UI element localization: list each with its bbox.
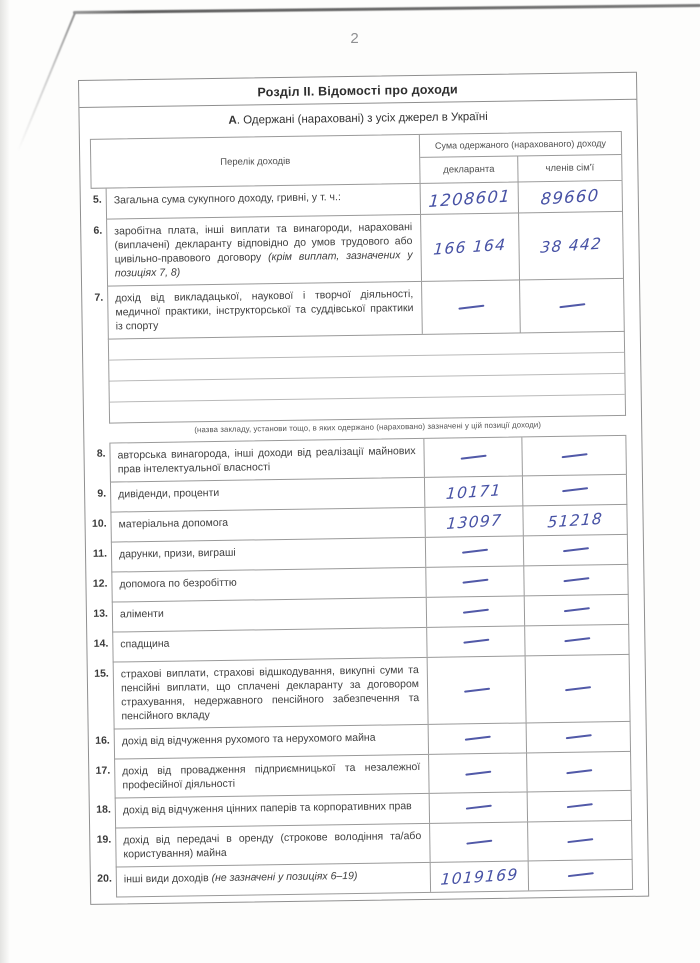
income-rows-part2 bbox=[84, 435, 648, 898]
subsection-letter: А bbox=[228, 114, 237, 127]
declarant-amount-cell bbox=[429, 753, 528, 792]
row-number: 11. bbox=[92, 547, 108, 560]
family-amount-cell bbox=[524, 535, 627, 566]
handwritten-dash-mark bbox=[567, 872, 593, 877]
column-header-amount-title: Сума одержаного (нарахованого) доходу bbox=[420, 132, 621, 158]
income-description bbox=[112, 538, 426, 572]
row-number: 16. bbox=[95, 734, 110, 747]
income-description bbox=[113, 598, 427, 632]
row-number: 14. bbox=[93, 637, 109, 650]
handwritten-dash-mark bbox=[565, 734, 591, 739]
handwritten-dash-mark bbox=[463, 639, 489, 644]
handwritten-amount: 166 164 bbox=[432, 235, 508, 259]
family-amount-cell bbox=[523, 475, 626, 506]
description-text: дарунки, призи, виграші bbox=[118, 546, 236, 561]
description-text: дохід від провадження підприємницької та незалежної професійної діяльності bbox=[122, 760, 421, 792]
income-description bbox=[111, 508, 425, 542]
row-number: 10. bbox=[91, 517, 107, 530]
row-number: 17. bbox=[95, 764, 111, 777]
family-amount-cell bbox=[519, 212, 623, 280]
handwritten-dash-mark bbox=[458, 304, 484, 309]
declaration-sheet bbox=[78, 72, 649, 905]
family-amount-cell bbox=[527, 752, 631, 792]
column-header-declarant: декларанта bbox=[420, 156, 518, 182]
family-amount-cell bbox=[528, 821, 632, 861]
handwritten-dash-mark bbox=[462, 579, 488, 584]
declarant-amount-cell bbox=[427, 626, 525, 656]
description-text: дохід від відчуження рухомого та нерухомого майна bbox=[121, 731, 376, 748]
handwritten-dash-mark bbox=[465, 805, 491, 810]
row-number: 15. bbox=[94, 667, 109, 680]
family-amount-cell bbox=[527, 722, 630, 753]
institution-note: (назва закладу, установи тощо, в яких одержано (нараховано) зазначені у цій позиції доходи) bbox=[194, 420, 542, 435]
declarant-amount-cell bbox=[426, 566, 524, 596]
income-row bbox=[81, 212, 639, 287]
description-text: дохід від відчуження цінних паперів та корпоративних прав bbox=[122, 800, 412, 817]
row-number: 5. bbox=[92, 193, 102, 206]
income-description bbox=[114, 658, 429, 729]
column-header-income-list: Перелік доходів bbox=[91, 135, 421, 188]
declarant-amount-cell bbox=[427, 596, 525, 626]
handwritten-dash-mark bbox=[464, 687, 490, 692]
section-title: Розділ II. Відомості про доходи bbox=[79, 73, 636, 108]
declarant-amount-cell bbox=[425, 476, 523, 506]
income-description bbox=[110, 439, 425, 482]
income-description bbox=[116, 794, 430, 828]
declarant-amount-cell bbox=[430, 792, 528, 822]
handwritten-dash-mark bbox=[464, 736, 490, 741]
declarant-amount-cell bbox=[421, 182, 519, 213]
row-cells bbox=[107, 279, 625, 340]
column-subheaders bbox=[420, 155, 621, 183]
income-description bbox=[107, 215, 422, 286]
row-cells bbox=[106, 212, 624, 287]
description-text: дохід від передачі в оренду (строкове володіння та/або користування) майна bbox=[123, 829, 422, 861]
row-number: 13. bbox=[93, 607, 109, 620]
family-amount-cell bbox=[525, 625, 628, 656]
declarant-amount-cell bbox=[429, 723, 527, 753]
handwritten-amount: 1208601 bbox=[427, 185, 512, 211]
income-description bbox=[116, 824, 431, 867]
institution-write-in-area bbox=[108, 332, 626, 424]
description-text: авторська винагорода, інші доходи від реалізації майнових прав інтелектуальної власності bbox=[117, 445, 416, 476]
handwritten-dash-mark bbox=[466, 839, 492, 844]
declarant-amount-cell bbox=[422, 280, 521, 333]
declarant-amount-cell bbox=[425, 506, 523, 536]
description-text: інші види доходів bbox=[123, 872, 212, 886]
handwritten-amount: 10171 bbox=[445, 480, 503, 503]
handwritten-dash-mark bbox=[562, 547, 588, 552]
declarant-amount-cell bbox=[421, 213, 520, 280]
handwritten-dash-mark bbox=[559, 303, 585, 308]
description-text: страхові виплати, страхові відшкодування, викупні суми та пенсійні виплати, що сплачені декларанту за договором страхування, недержавного пенсійного забезпечення та пенсійного вкладу bbox=[120, 664, 420, 723]
income-description bbox=[111, 478, 425, 512]
handwritten-amount: 51218 bbox=[546, 509, 604, 532]
row-number: 7. bbox=[94, 291, 104, 304]
row-number: 9. bbox=[97, 487, 107, 500]
column-header-amount-group bbox=[420, 132, 622, 183]
row-number: 19. bbox=[96, 833, 112, 846]
declarant-amount-cell bbox=[426, 536, 524, 566]
handwritten-dash-mark bbox=[465, 770, 491, 775]
description-italic-text: (не зазначені у позиціях 6–19) bbox=[211, 869, 358, 885]
handwritten-dash-mark bbox=[462, 609, 488, 614]
row-cells bbox=[113, 655, 631, 730]
subsection-text: . Одержані (нараховані) з усіх джерел в Україні bbox=[236, 110, 488, 127]
income-rows-part1 bbox=[81, 181, 640, 340]
handwritten-dash-mark bbox=[566, 769, 592, 774]
handwritten-dash-mark bbox=[567, 838, 593, 843]
description-text: дохід від викладацької, наукової і творчої діяльності, медичної практики, інструкторської та суддівської практики із спорту bbox=[115, 288, 414, 333]
row-number: 20. bbox=[97, 872, 112, 885]
family-amount-cell bbox=[524, 565, 627, 596]
family-amount-cell bbox=[519, 181, 622, 213]
handwritten-amount: 13097 bbox=[445, 510, 503, 533]
column-header-family: членів сім'ї bbox=[545, 162, 595, 175]
description-text: Загальна сума сукупного доходу, гривні, у т. ч.: bbox=[113, 191, 341, 207]
declarant-amount-cell bbox=[428, 656, 527, 723]
income-description bbox=[115, 725, 429, 759]
description-italic-text: (крім виплат, зазначених у позиціях 7, 8) bbox=[114, 249, 413, 280]
income-row bbox=[88, 655, 646, 730]
handwritten-dash-mark bbox=[461, 549, 487, 554]
declarant-amount-cell bbox=[424, 437, 523, 476]
income-description bbox=[117, 863, 431, 897]
handwritten-dash-mark bbox=[563, 607, 589, 612]
handwritten-dash-mark bbox=[460, 454, 486, 459]
row-number: 18. bbox=[96, 803, 111, 816]
family-amount-cell bbox=[526, 655, 630, 723]
handwritten-dash-mark bbox=[561, 453, 587, 458]
family-amount-cell bbox=[520, 279, 624, 333]
handwritten-dash-mark bbox=[565, 686, 591, 691]
description-text: заробітна плата, інші виплати та винагороди, нараховані (виплачені) декларанту відповідно до умов трудового або цивільно-правового договору bbox=[114, 221, 413, 266]
handwritten-amount: 1019169 bbox=[439, 865, 519, 889]
description-text: аліменти bbox=[119, 607, 164, 621]
handwritten-dash-mark bbox=[566, 803, 592, 808]
row-number: 8. bbox=[96, 447, 106, 460]
family-amount-cell bbox=[523, 505, 626, 536]
declarant-amount-cell bbox=[430, 822, 529, 861]
handwritten-dash-mark bbox=[564, 637, 590, 642]
handwritten-dash-mark bbox=[563, 577, 589, 582]
handwritten-amount: 38 442 bbox=[539, 234, 603, 257]
row-number: 6. bbox=[93, 224, 103, 237]
page-number: 2 bbox=[350, 30, 360, 47]
scan-paper-corner-edge bbox=[17, 12, 76, 151]
income-row bbox=[82, 279, 640, 340]
income-description bbox=[115, 755, 430, 798]
scan-paper-top-edge bbox=[73, 4, 700, 14]
row-number: 12. bbox=[92, 577, 108, 590]
description-text: дивіденди, проценти bbox=[118, 486, 220, 501]
income-description bbox=[108, 282, 423, 339]
row-cells bbox=[116, 860, 633, 898]
handwritten-dash-mark bbox=[562, 487, 588, 492]
declarant-amount-cell bbox=[431, 861, 529, 891]
income-description bbox=[113, 628, 427, 662]
description-text: спадщина bbox=[120, 637, 170, 651]
family-amount-cell bbox=[525, 595, 628, 626]
family-amount-cell bbox=[522, 436, 626, 476]
family-amount-cell bbox=[529, 860, 632, 891]
income-description bbox=[107, 184, 421, 219]
description-text: матеріальна допомога bbox=[118, 516, 229, 531]
income-description bbox=[112, 568, 426, 602]
handwritten-amount: 89660 bbox=[540, 185, 601, 209]
description-text: допомога по безробіттю bbox=[119, 576, 237, 591]
table-header bbox=[90, 131, 623, 189]
family-amount-cell bbox=[528, 791, 631, 822]
